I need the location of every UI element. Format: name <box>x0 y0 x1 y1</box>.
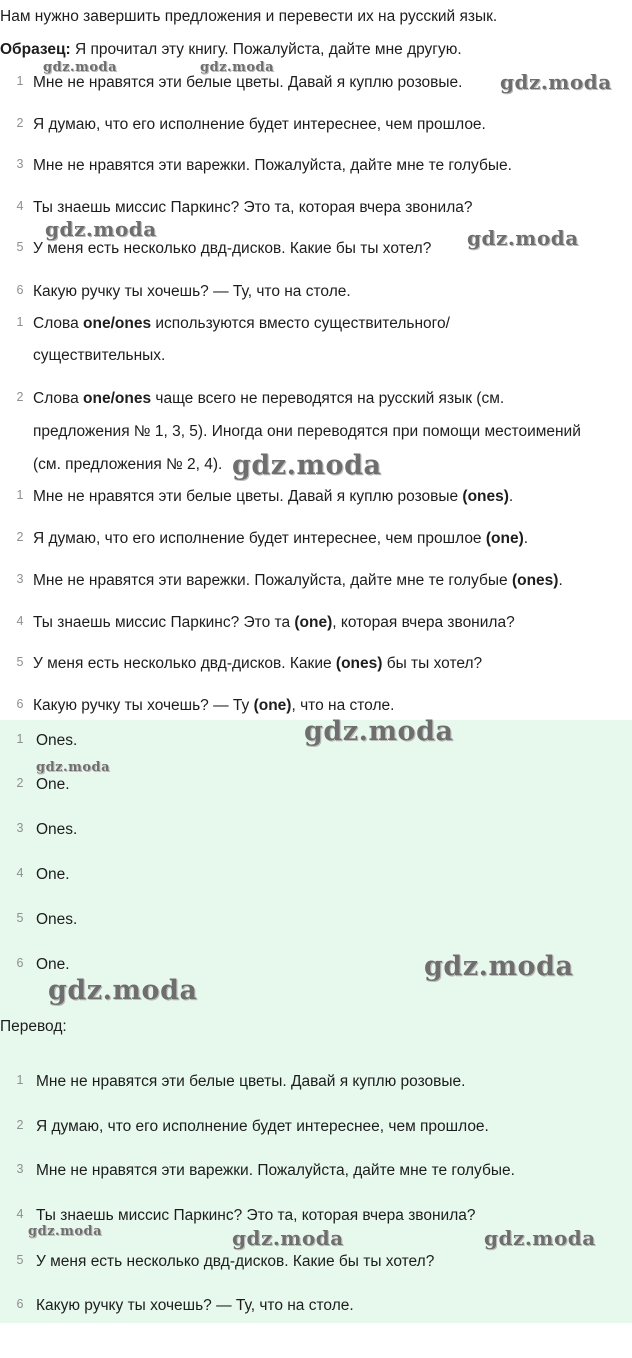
item-number: 6 <box>16 697 24 711</box>
watermark: gdz.moda <box>28 1224 103 1239</box>
keyword: one/ones <box>83 390 152 407</box>
item-number: 4 <box>16 614 24 628</box>
answer-text: One. <box>36 776 70 793</box>
answer-text: One. <box>36 956 70 973</box>
item-number: 5 <box>16 655 24 669</box>
keyword: one/ones <box>83 315 152 332</box>
item-number: 3 <box>16 821 24 835</box>
rule-line: Слова one/ones используются вместо существительного/ <box>33 315 450 332</box>
sample-text: Я прочитал эту книгу. Пожалуйста, дайте мне другую. <box>70 41 462 58</box>
answer-text: Ones. <box>36 732 78 749</box>
item-number: 1 <box>16 315 24 329</box>
item-number: 1 <box>16 1073 24 1087</box>
watermark: gdz.moda <box>484 1226 596 1250</box>
watermark: gdz.moda <box>200 60 275 75</box>
item-text: Мне не нравятся эти белые цветы. Давай я куплю розовые. <box>33 74 463 91</box>
item-text: Какую ручку ты хочешь? — Ту (one), что на столе. <box>33 697 395 714</box>
item-number: 4 <box>16 1207 24 1221</box>
item-text: Какую ручку ты хочешь? — Ту, что на столе. <box>36 1297 354 1314</box>
item-number: 6 <box>16 956 24 970</box>
watermark: gdz.moda <box>45 217 157 241</box>
item-number: 6 <box>16 283 24 297</box>
item-text: Я думаю, что его исполнение будет интереснее, чем прошлое. <box>36 1118 489 1135</box>
item-number: 3 <box>16 157 24 171</box>
item-text: Мне не нравятся эти варежки. Пожалуйста, дайте мне те голубые. <box>36 1162 515 1179</box>
item-text: Мне не нравятся эти варежки. Пожалуйста, дайте мне те голубые. <box>33 157 512 174</box>
watermark: gdz.moda <box>232 1226 344 1250</box>
item-number: 4 <box>16 866 24 880</box>
item-number: 6 <box>16 1297 24 1311</box>
watermark: gdz.moda <box>467 226 579 250</box>
item-number: 2 <box>16 390 24 404</box>
item-number: 5 <box>16 240 24 254</box>
item-number: 5 <box>16 1253 24 1267</box>
item-text: Какую ручку ты хочешь? — Ту, что на столе. <box>33 283 351 300</box>
watermark: gdz.moda <box>424 951 574 982</box>
watermark: gdz.moda <box>232 450 382 481</box>
item-text: Ты знаешь миссис Паркинс? Это та, которая вчера звонила? <box>33 199 473 216</box>
item-text: Мне не нравятся эти белые цветы. Давай я куплю розовые. <box>36 1073 466 1090</box>
sample-line <box>0 41 462 60</box>
watermark: gdz.moda <box>43 60 118 75</box>
item-text: У меня есть несколько двд-дисков. Какие (ones) бы ты хотел? <box>33 655 483 672</box>
item-text: Мне не нравятся эти варежки. Пожалуйста, дайте мне те голубые (ones). <box>33 572 563 589</box>
item-number: 2 <box>16 116 24 130</box>
watermark: gdz.moda <box>36 760 111 775</box>
item-text: У меня есть несколько двд-дисков. Какие бы ты хотел? <box>36 1253 435 1270</box>
translation-heading: Перевод: <box>0 1018 67 1035</box>
answer-text: One. <box>36 866 70 883</box>
item-text: Я думаю, что его исполнение будет интереснее, чем прошлое. <box>33 116 486 133</box>
answer-text: Ones. <box>36 911 78 928</box>
item-number: 2 <box>16 776 24 790</box>
item-number: 5 <box>16 911 24 925</box>
item-number: 1 <box>16 488 24 502</box>
task-text: Нам нужно завершить предложения и перевести их на русский язык. <box>0 8 498 25</box>
item-text: Ты знаешь миссис Паркинс? Это та (one), которая вчера звонила? <box>33 614 515 631</box>
item-number: 3 <box>16 572 24 586</box>
item-number: 2 <box>16 530 24 544</box>
item-number: 1 <box>16 74 24 88</box>
answer-text: Ones. <box>36 821 78 838</box>
item-number: 3 <box>16 1162 24 1176</box>
watermark: gdz.moda <box>500 70 612 94</box>
watermark: gdz.moda <box>48 975 198 1006</box>
item-number: 4 <box>16 199 24 213</box>
item-text: Я думаю, что его исполнение будет интереснее, чем прошлое (one). <box>33 530 529 547</box>
sample-label: Образец: <box>0 41 71 58</box>
rule-line: Слова one/ones чаще всего не переводятся на русский язык (см. <box>33 390 505 407</box>
item-number: 1 <box>16 732 24 746</box>
item-text: У меня есть несколько двд-дисков. Какие бы ты хотел? <box>33 240 432 257</box>
item-number: 2 <box>16 1118 24 1132</box>
item-text: Ты знаешь миссис Паркинс? Это та, которая вчера звонила? <box>36 1207 476 1224</box>
watermark: gdz.moda <box>304 716 454 747</box>
item-text: Мне не нравятся эти белые цветы. Давай я куплю розовые (ones). <box>33 488 514 505</box>
